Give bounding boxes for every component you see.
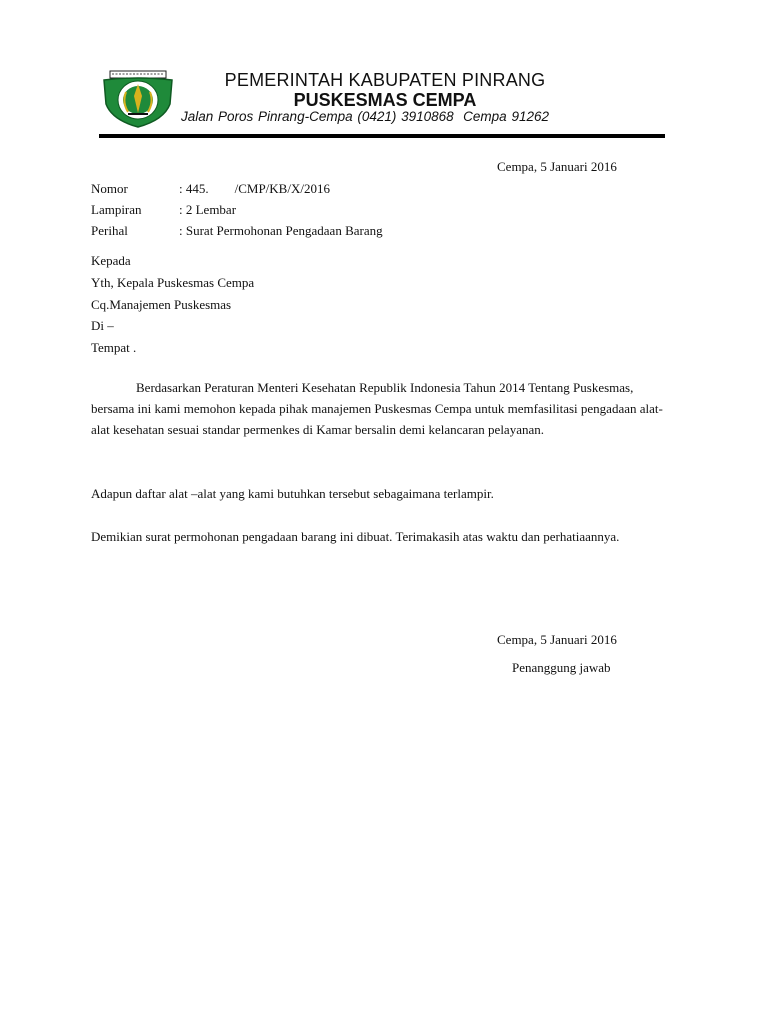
recipient-line-1: Kepada xyxy=(91,253,131,268)
body-paragraph-1 xyxy=(91,377,678,440)
meta-value-lampiran: : 2 Lembar xyxy=(179,202,237,217)
letterhead-divider xyxy=(99,134,665,138)
recipient-line-5: Tempat . xyxy=(91,340,137,355)
header-government: PEMERINTAH KABUPATEN PINRANG xyxy=(224,70,546,90)
body-paragraph-3-text: Demikian surat permohonan pengadaan barang ini dibuat. Terimakasih atas waktu dan perhatiaannya. xyxy=(91,529,620,544)
recipient-line-3: Cq.Manajemen Puskesmas xyxy=(91,297,232,312)
signature-role: Penanggung jawab xyxy=(512,660,611,675)
meta-label-nomor: Nomor xyxy=(91,181,128,196)
meta-label-lampiran: Lampiran xyxy=(91,202,142,217)
letter-date: Cempa, 5 Januari 2016 xyxy=(497,159,617,174)
body-paragraph-2 xyxy=(91,483,678,504)
body-paragraph-3 xyxy=(91,526,678,547)
header-institution: PUSKESMAS CEMPA xyxy=(293,90,477,110)
body-paragraph-2-text: Adapun daftar alat –alat yang kami butuhkan tersebut sebagaimana terlampir. xyxy=(91,486,494,501)
signature-date: Cempa, 5 Januari 2016 xyxy=(497,632,617,647)
meta-label-perihal: Perihal xyxy=(91,223,128,238)
recipient-line-2: Yth, Kepala Puskesmas Cempa xyxy=(91,275,255,290)
meta-value-perihal: : Surat Permohonan Pengadaan Barang xyxy=(179,223,383,238)
meta-value-nomor: : 445. /CMP/KB/X/2016 xyxy=(179,181,330,196)
body-paragraph-1-text: Berdasarkan Peraturan Menteri Kesehatan Republik Indonesia Tahun 2014 Tentang Puskesmas, bersama ini kami memohon kepada pihak manajemen Puskesmas Cempa untuk memfasilitasi pengadaan alat-alat kesehatan sesuai standar permenkes di Kamar bersalin demi kelancaran pelayanan. xyxy=(91,380,663,437)
header-address: Jalan Poros Pinrang-Cempa (0421) 3910868 Cempa 91262 xyxy=(181,109,549,124)
recipient-line-4: Di – xyxy=(91,318,114,333)
